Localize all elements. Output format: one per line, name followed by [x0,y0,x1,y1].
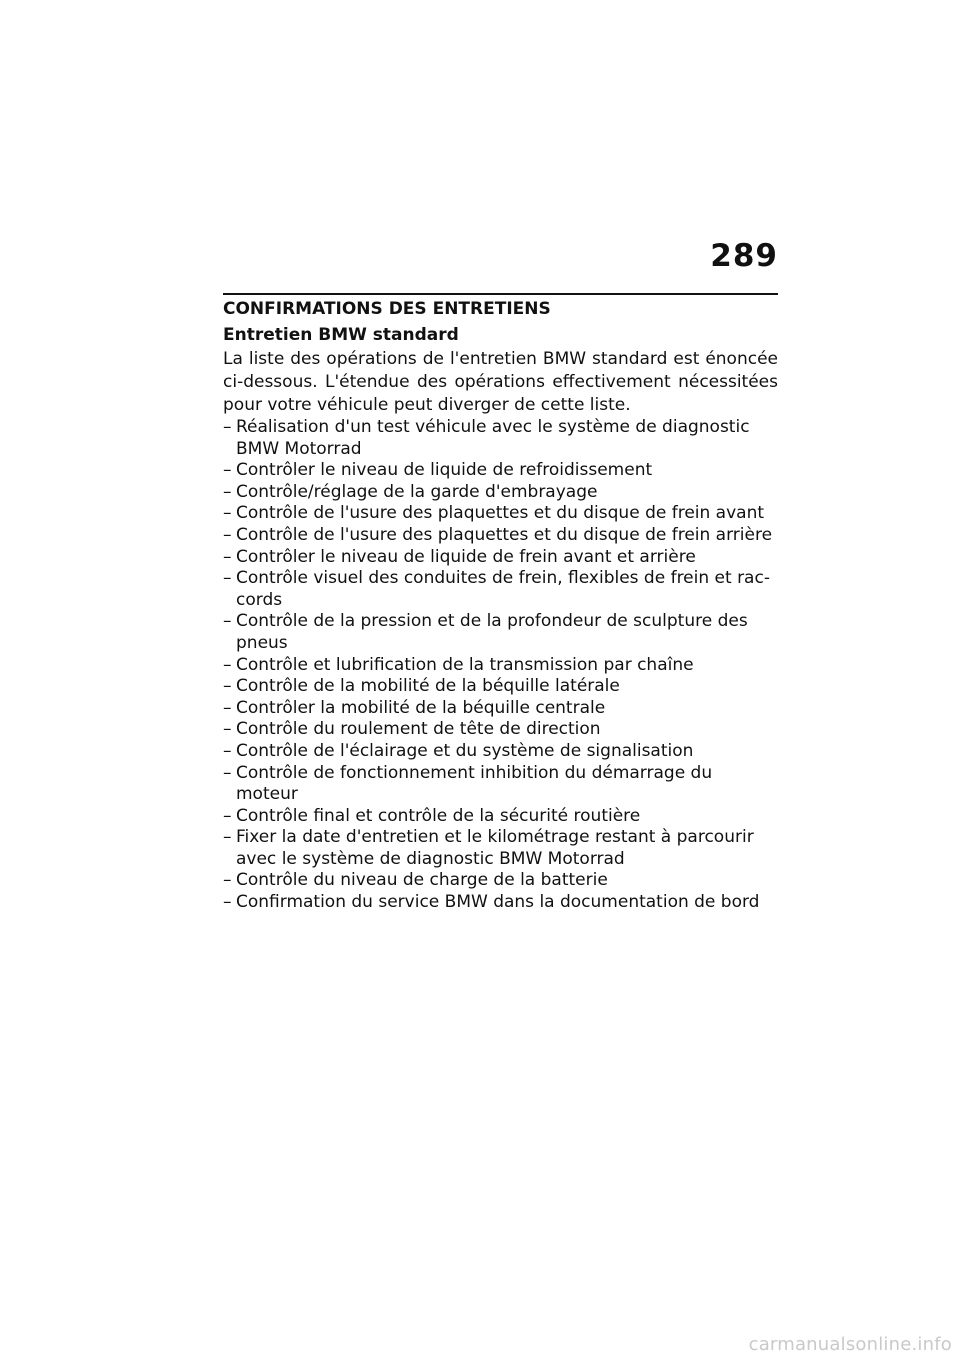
list-item-text: Contrôle de l'usure des plaquettes et du disque de frein arrière [236,524,773,545]
list-item-continuation: BMW Motorrad [236,438,362,459]
list-item [223,568,778,611]
page-content [223,325,778,914]
list-item [223,763,778,806]
list-item [223,741,778,763]
list-item [223,611,778,654]
list-item-text: Contrôle du niveau de charge de la batterie [236,870,608,891]
list-item [223,547,778,569]
list-dash: – [223,827,232,848]
list-item-text: Contrôle de l'éclairage et du système de signalisation [236,740,694,761]
list-item [223,503,778,525]
list-dash: – [223,611,232,632]
list-dash: – [223,503,232,524]
list-item-text: Contrôle de la pression et de la profondeur de sculpture des [236,611,748,632]
list-item [223,806,778,828]
list-dash: – [223,481,232,502]
list-item-text: Fixer la date d'entretien et le kilométrage restant à parcourir [236,827,754,848]
list-item-text: Réalisation d'un test véhicule avec le système de diagnostic [236,417,750,437]
list-item [223,870,778,892]
list-item-text: Contrôle et lubrification de la transmission par chaîne [236,654,694,675]
list-item-continuation: pneus [236,632,288,653]
list-item-text: Confirmation du service BMW dans la documentation de bord [236,892,760,913]
list-dash: – [223,417,232,437]
list-item [223,676,778,698]
list-dash: – [223,460,232,481]
list-dash: – [223,654,232,675]
watermark: carmanualsonline.info [748,1334,952,1355]
list-item [223,719,778,741]
list-item-text: Contrôle du roulement de tête de direction [236,719,601,740]
list-dash: – [223,805,232,826]
list-item-continuation: cords [236,589,283,610]
maintenance-list [223,417,778,914]
list-item-text: Contrôler la mobilité de la béquille centrale [236,697,606,718]
subtitle: Entretien BMW standard [223,325,459,345]
list-item-text: Contrôle final et contrôle de la sécurité routière [236,805,641,826]
list-item [223,482,778,504]
list-dash: – [223,546,232,567]
section-title: CONFIRMATIONS DES ENTRETIENS [223,299,551,319]
list-item [223,892,778,914]
list-item-text: Contrôle visuel des conduites de frein, flexibles de frein et rac- [236,568,770,589]
list-item-text: Contrôle de la mobilité de la béquille latérale [236,676,620,697]
list-item-text: Contrôle/réglage de la garde d'embrayage [236,481,598,502]
list-dash: – [223,892,232,913]
heading-rule [223,293,778,295]
list-item-text: Contrôler le niveau de liquide de frein avant et arrière [236,546,696,567]
list-dash: – [223,740,232,761]
list-dash: – [223,676,232,697]
list-item-text: Contrôle de l'usure des plaquettes et du disque de frein avant [236,503,765,524]
list-item [223,698,778,720]
list-item [223,417,778,460]
list-item-text: Contrôler le niveau de liquide de refroidissement [236,460,653,481]
list-item [223,525,778,547]
list-dash: – [223,524,232,545]
list-item [223,827,778,870]
list-item-continuation: avec le système de diagnostic BMW Motorrad [236,848,625,869]
list-dash: – [223,870,232,891]
page-number: 289 [710,238,778,274]
list-item [223,460,778,482]
list-item-text: Contrôle de fonctionnement inhibition du démarrage du moteur [236,762,713,805]
intro-paragraph: La liste des opérations de l'entretien BMW standard est énoncée ci-dessous. L'étendue des opérations effectivement nécessitées pour votre véhicule peut diverger de cette liste. [223,349,778,415]
list-dash: – [223,719,232,740]
list-dash: – [223,568,232,589]
list-item [223,655,778,677]
list-dash: – [223,697,232,718]
list-dash: – [223,762,232,783]
